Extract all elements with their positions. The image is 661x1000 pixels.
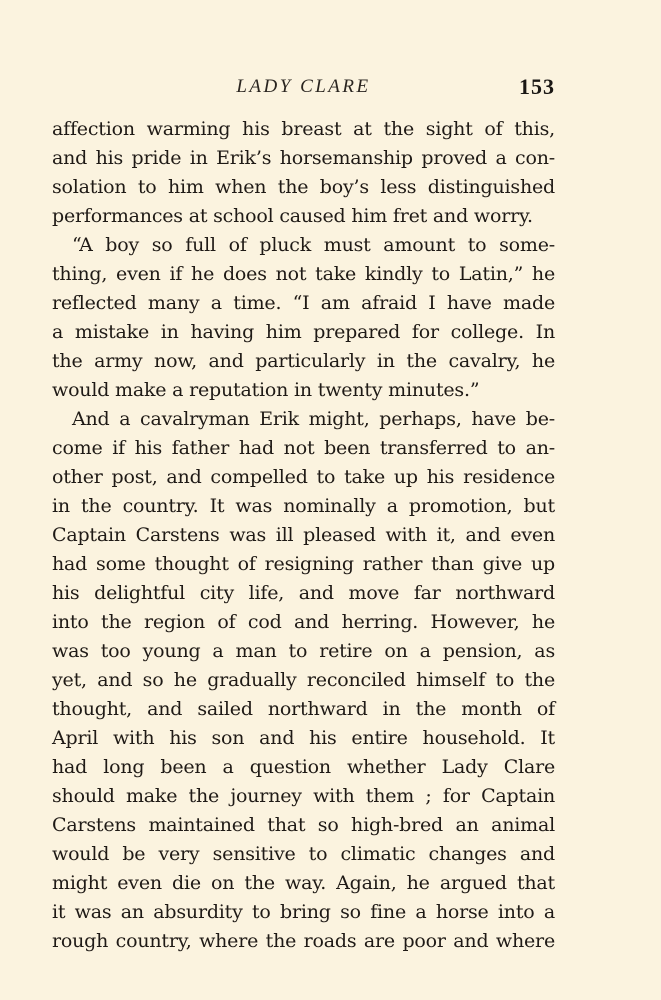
text-line: was too young a man to retire on a pension, as (52, 640, 555, 662)
text-line: rough country, where the roads are poor and where (52, 930, 555, 952)
text-line: should make the journey with them ; for Captain (52, 785, 555, 807)
text-line: come if his father had not been transferred to an- (52, 437, 555, 459)
body-text (52, 115, 555, 956)
text-line: thing, even if he does not take kindly to Latin,” he (52, 263, 555, 285)
text-line: And a cavalryman Erik might, perhaps, have be- (72, 408, 555, 430)
text-line: reflected many a time. “I am afraid I have made (52, 292, 555, 314)
running-head (52, 70, 555, 106)
text-line: his delightful city life, and move far northward (52, 582, 555, 604)
text-line: Captain Carstens was ill pleased with it, and even (52, 524, 555, 546)
text-line: would make a reputation in twenty minutes.” (52, 379, 480, 401)
text-line: affection warming his breast at the sight of this, (52, 118, 555, 140)
text-line: might even die on the way. Again, he argued that (52, 872, 555, 894)
text-line: in the country. It was nominally a promotion, but (52, 495, 555, 517)
text-line: yet, and so he gradually reconciled himself to the (52, 669, 555, 691)
text-line: into the region of cod and herring. However, he (52, 611, 555, 633)
text-line: solation to him when the boy’s less distinguished (52, 176, 555, 198)
text-line: performances at school caused him fret and worry. (52, 205, 533, 227)
text-line: would be very sensitive to climatic changes and (52, 843, 555, 865)
text-line: and his pride in Erik’s horsemanship proved a con- (52, 147, 555, 169)
text-line: the army now, and particularly in the cavalry, he (52, 350, 555, 372)
text-line: “A boy so full of pluck must amount to some- (72, 234, 555, 256)
text-line: had long been a question whether Lady Clare (52, 756, 555, 778)
text-line: had some thought of resigning rather than give up (52, 553, 555, 575)
text-line: other post, and compelled to take up his residence (52, 466, 555, 488)
text-line: April with his son and his entire household. It (52, 727, 555, 749)
text-line: Carstens maintained that so high-bred an animal (52, 814, 555, 836)
page-number: 153 (519, 74, 555, 99)
text-line: a mistake in having him prepared for college. In (52, 321, 555, 343)
text-line: thought, and sailed northward in the month of (52, 698, 555, 720)
text-line: it was an absurdity to bring so fine a horse into a (52, 901, 555, 923)
running-title: LADY CLARE (236, 76, 371, 97)
